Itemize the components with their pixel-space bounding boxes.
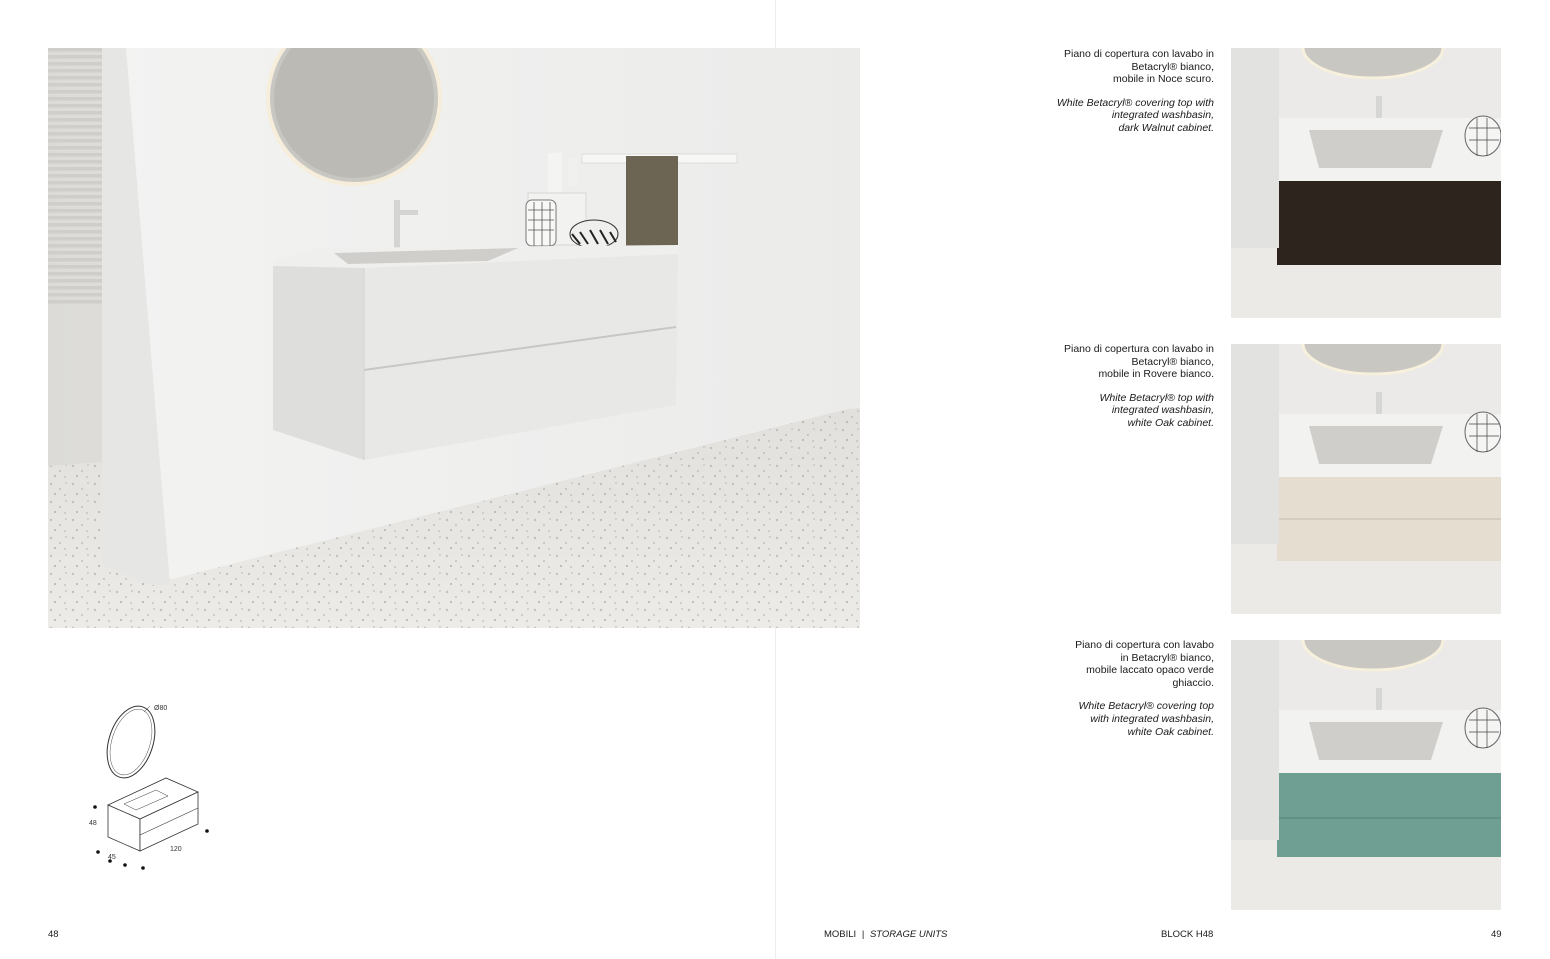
caption-en-line: White Betacryl® top with xyxy=(1099,391,1214,404)
caption-en-line: dark Walnut cabinet. xyxy=(1118,121,1214,134)
caption-en-line: with integrated washbasin, xyxy=(1090,712,1214,725)
caption-it-line: Betacryl® bianco, xyxy=(1131,60,1214,73)
hero-photo xyxy=(48,48,860,628)
variant-photo-3 xyxy=(1231,640,1501,910)
caption-en-line: white Oak cabinet. xyxy=(1127,416,1214,429)
dim-mirror-diameter: Ø80 xyxy=(154,705,168,712)
caption-en-line: integrated washbasin, xyxy=(1111,109,1214,122)
section-label-en: STORAGE UNITS xyxy=(869,929,948,940)
caption-it-line: Piano di copertura con lavabo in xyxy=(1063,343,1214,355)
section-label: MOBILI xyxy=(824,929,857,940)
caption-it-line: ghiaccio. xyxy=(1172,676,1214,689)
section-separator: | xyxy=(861,929,865,940)
variant-photo-2 xyxy=(1231,344,1501,614)
footer-section xyxy=(824,929,947,940)
cabinet-swatch xyxy=(1277,181,1501,265)
cabinet-swatch xyxy=(1277,773,1501,857)
caption-en-line: integrated washbasin, xyxy=(1111,404,1214,417)
caption-it-line: mobile in Noce scuro. xyxy=(1113,73,1214,86)
caption-it-line: Piano di copertura con lavabo in xyxy=(1063,48,1214,60)
page-number-left: 48 xyxy=(48,929,59,940)
dim-depth: 45 xyxy=(108,854,116,861)
caption-en-line: White Betacryl® covering top with xyxy=(1056,96,1214,109)
variant-caption-1 xyxy=(1044,48,1214,135)
caption-it-line: in Betacryl® bianco, xyxy=(1120,651,1214,664)
page-number-right: 49 xyxy=(1491,929,1502,940)
caption-it-line: mobile in Rovere bianco. xyxy=(1098,368,1214,381)
variant-photo-1 xyxy=(1231,48,1501,318)
model-name: BLOCK H48 xyxy=(1161,929,1214,940)
dim-width: 120 xyxy=(170,846,182,853)
variant-caption-2 xyxy=(1044,343,1214,430)
caption-en-line: white Oak cabinet. xyxy=(1127,725,1214,738)
caption-it-line: Piano di copertura con lavabo xyxy=(1075,639,1214,651)
caption-it-line: Betacryl® bianco, xyxy=(1131,355,1214,368)
dim-height: 48 xyxy=(89,820,97,827)
variant-caption-3 xyxy=(1044,639,1214,738)
caption-en-line: White Betacryl® covering top xyxy=(1078,700,1214,713)
caption-it-line: mobile laccato opaco verde xyxy=(1086,664,1214,677)
dimension-drawing xyxy=(86,700,216,875)
